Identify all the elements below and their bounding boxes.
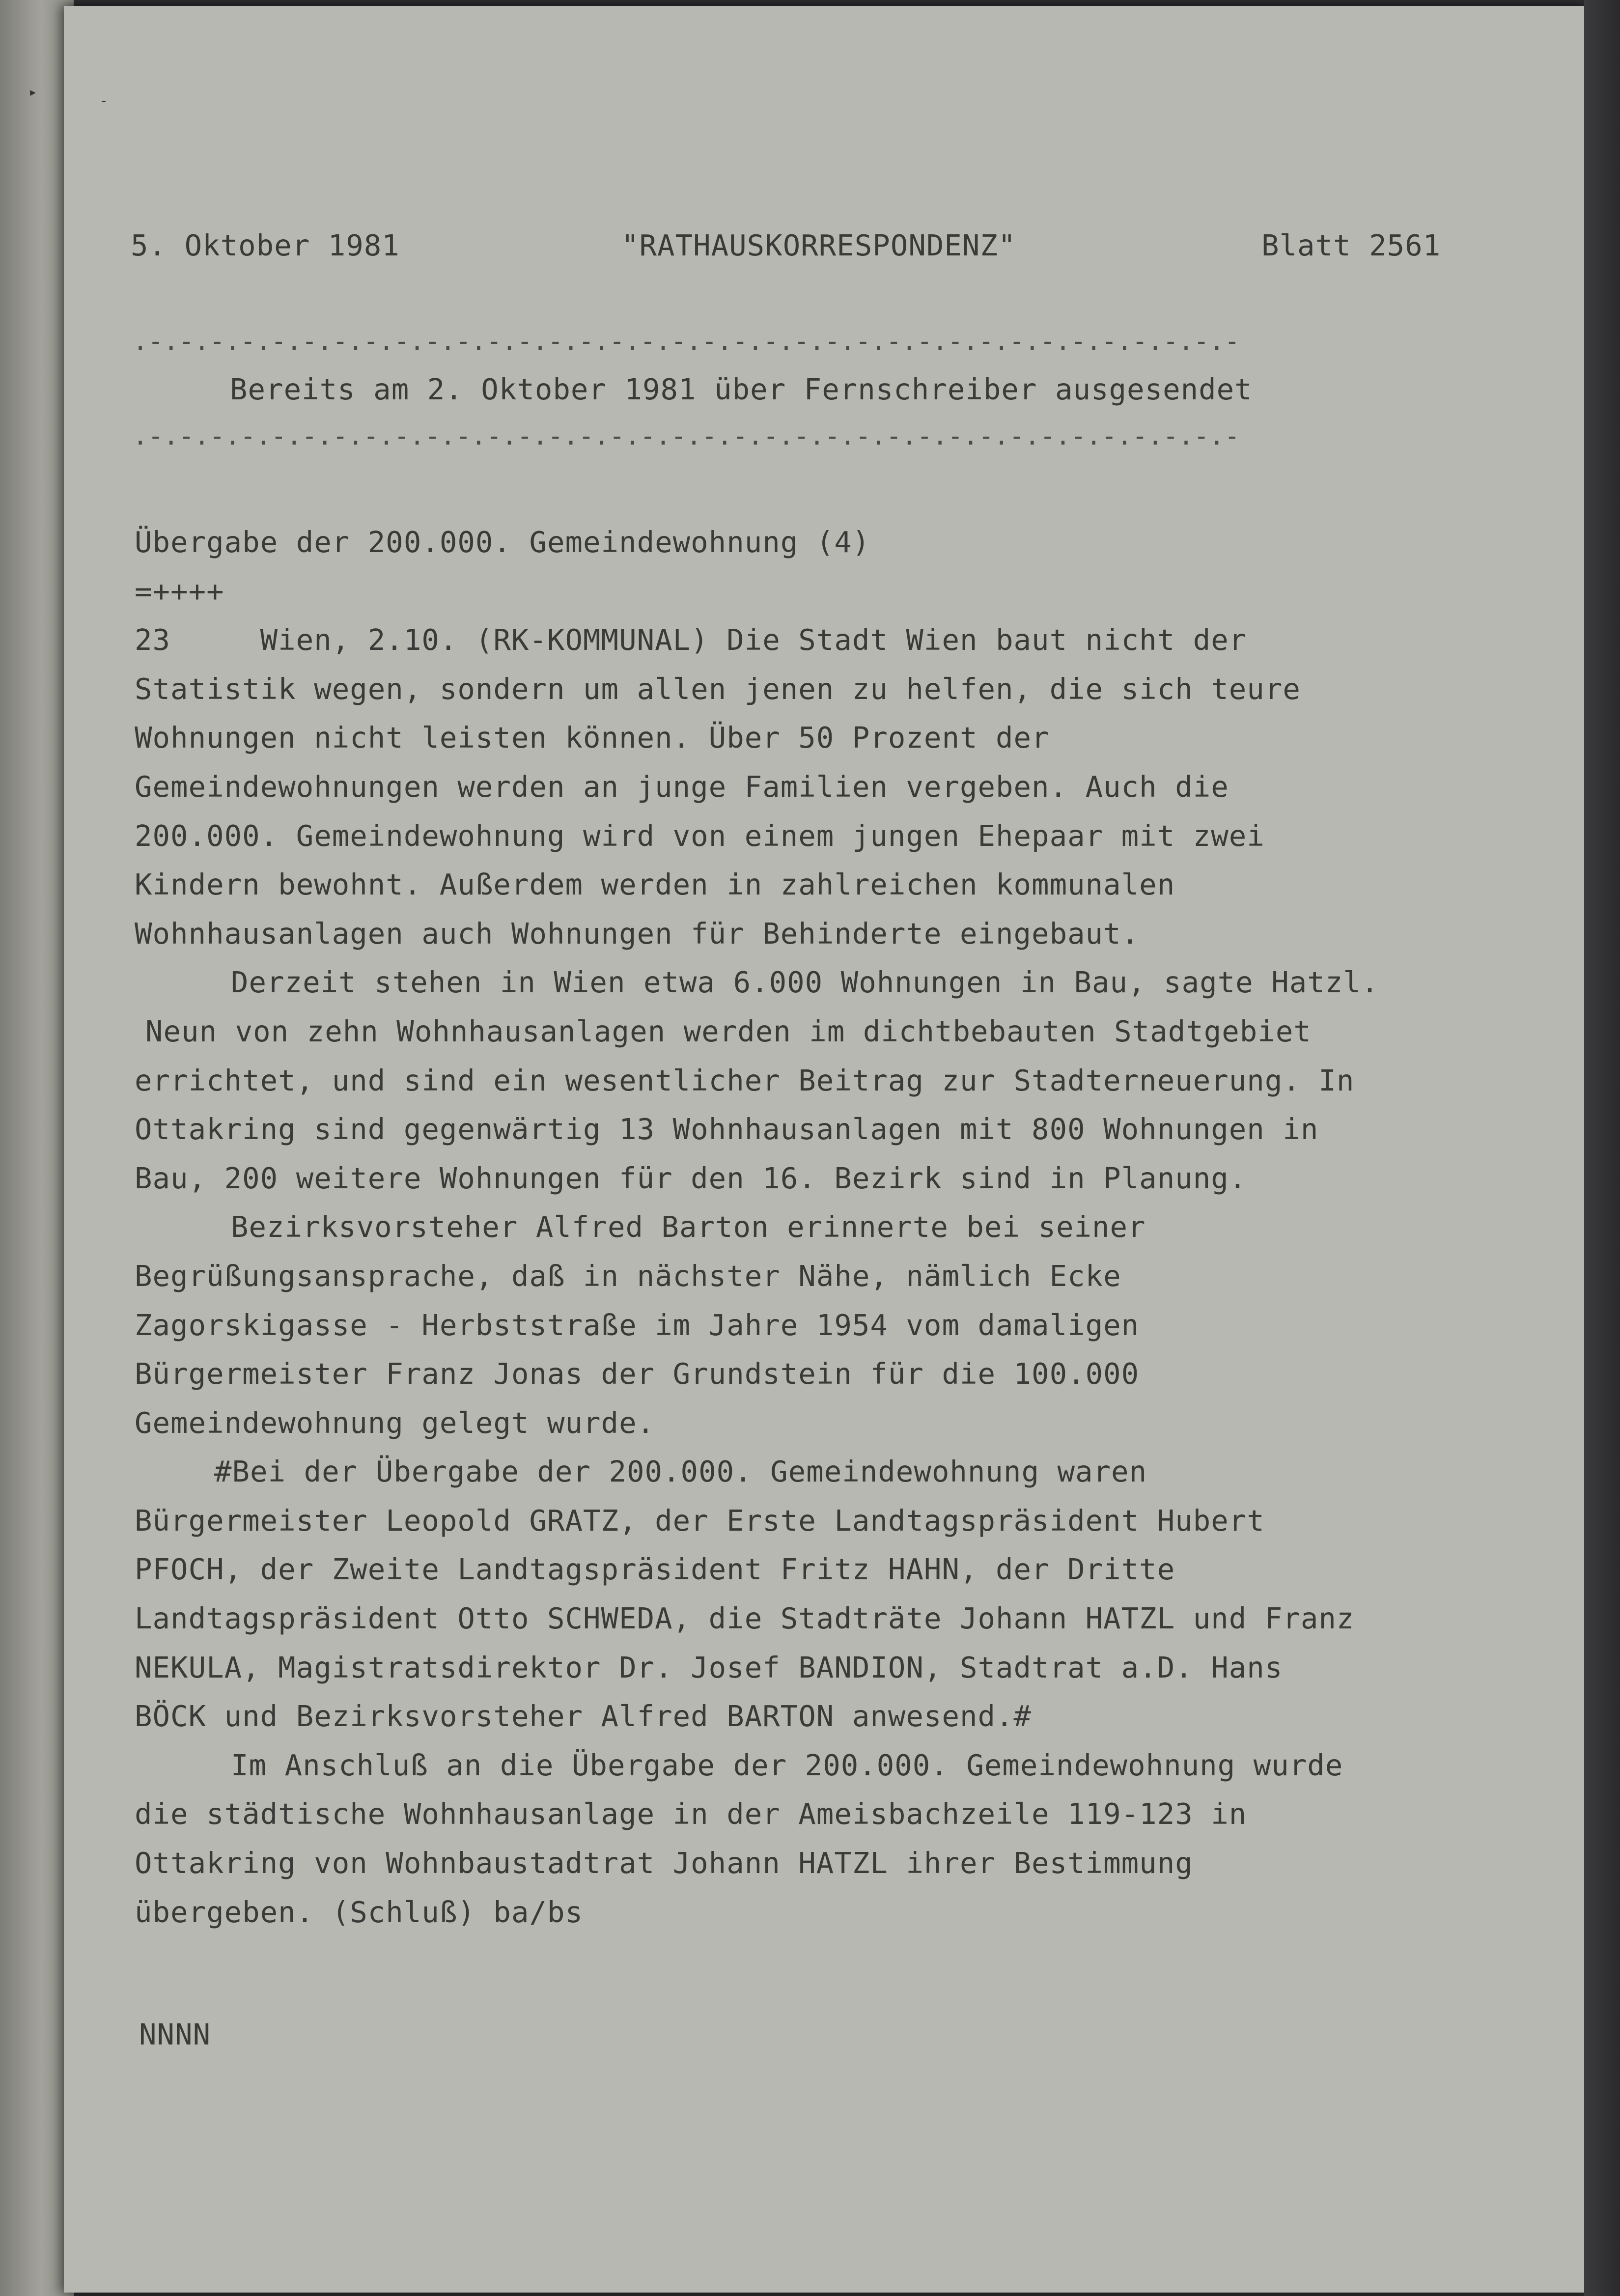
article-line: übergeben. (Schluß) ba/bs <box>135 1895 584 1929</box>
article-line: errichtet, und sind ein wesentlicher Beitrag zur Stadterneuerung. In <box>135 1063 1355 1097</box>
article-line: NEKULA, Magistratsdirektor Dr. Josef BANDION, Stadtrat a.D. Hans <box>135 1650 1283 1684</box>
dash-divider-top: .-.-.-.-.-.-.-.-.-.-.-.-.-.-.-.-.-.-.-.-.-.-.-.-.-.-.-.-.-.-.-.-.-.-.-.- <box>133 327 1240 356</box>
article-line: Gemeindewohnung gelegt wurde. <box>135 1405 655 1440</box>
article-line: Gemeindewohnungen werden an junge Familien vergeben. Auch die <box>135 769 1229 804</box>
article-line: Bau, 200 weitere Wohnungen für den 16. Bezirk sind in Planung. <box>135 1161 1247 1195</box>
article-line: PFOCH, der Zweite Landtagspräsident Fritz HAHN, der Dritte <box>135 1552 1175 1587</box>
article-line: Im Anschluß an die Übergabe der 200.000. Gemeindewohnung wurde <box>231 1748 1343 1782</box>
right-page-edge <box>1584 0 1620 2296</box>
article-line: Bezirksvorsteher Alfred Barton erinnerte bei seiner <box>231 1210 1146 1244</box>
article-line: BÖCK und Bezirksvorsteher Alfred BARTON anwesend.# <box>135 1699 1032 1734</box>
article-line: Bürgermeister Franz Jonas der Grundstein für die 100.000 <box>135 1357 1140 1391</box>
header-publication: "RATHAUSKORRESPONDENZ" <box>621 228 1016 262</box>
article-line: #Bei der Übergabe der 200.000. Gemeindewohnung waren <box>214 1455 1147 1489</box>
header-date: 5. Oktober 1981 <box>131 228 400 262</box>
article-line: Ottakring sind gegenwärtig 13 Wohnhausanlagen mit 800 Wohnungen in <box>135 1112 1319 1147</box>
article-line: 23 Wien, 2.10. (RK-KOMMUNAL) Die Stadt Wien baut nicht der <box>135 623 1247 657</box>
article-line: Ottakring von Wohnbaustadtrat Johann HATZL ihrer Bestimmung <box>135 1846 1193 1880</box>
article-line: Neun von zehn Wohnhausanlagen werden im dichtbebauten Stadtgebiet <box>145 1014 1312 1048</box>
article-line: Wohnungen nicht leisten können. Über 50 Prozent der <box>135 721 1050 755</box>
article-line: Wohnhausanlagen auch Wohnungen für Behinderte eingebaut. <box>135 916 1140 951</box>
dash-divider-bottom: .-.-.-.-.-.-.-.-.-.-.-.-.-.-.-.-.-.-.-.-.-.-.-.-.-.-.-.-.-.-.-.-.-.-.-.- <box>133 421 1240 451</box>
binding-mark: - <box>99 92 109 110</box>
article-line: Statistik wegen, sondern um allen jenen zu helfen, die sich teure <box>135 672 1301 706</box>
article-body <box>135 523 1510 1941</box>
article-line: Landtagspräsident Otto SCHWEDA, die Stadträte Johann HATZL und Franz <box>135 1601 1355 1636</box>
article-line: Derzeit stehen in Wien etwa 6.000 Wohnungen in Bau, sagte Hatzl. <box>231 965 1379 1000</box>
article-marker: =++++ <box>135 574 224 608</box>
binding-mark: ▸ <box>28 84 38 101</box>
end-mark: NNNN <box>139 2017 211 2051</box>
article-line: Bürgermeister Leopold GRATZ, der Erste Landtagspräsident Hubert <box>135 1503 1265 1538</box>
left-page-edge <box>0 0 74 2296</box>
article-line: 200.000. Gemeindewohnung wird von einem jungen Ehepaar mit zwei <box>135 818 1265 853</box>
article-line: Begrüßungsansprache, daß in nächster Nähe, nämlich Ecke <box>135 1259 1121 1293</box>
article-line: Zagorskigasse - Herbststraße im Jahre 1954 vom damaligen <box>135 1308 1140 1342</box>
article-line: die städtische Wohnhausanlage in der Ameisbachzeile 119-123 in <box>135 1797 1247 1831</box>
article-headline: Übergabe der 200.000. Gemeindewohnung (4) <box>135 525 870 559</box>
header-sheet-number: Blatt 2561 <box>1261 228 1441 262</box>
article-line: Kindern bewohnt. Außerdem werden in zahlreichen kommunalen <box>135 868 1175 902</box>
wire-note: Bereits am 2. Oktober 1981 über Fernschreiber ausgesendet <box>230 372 1253 406</box>
